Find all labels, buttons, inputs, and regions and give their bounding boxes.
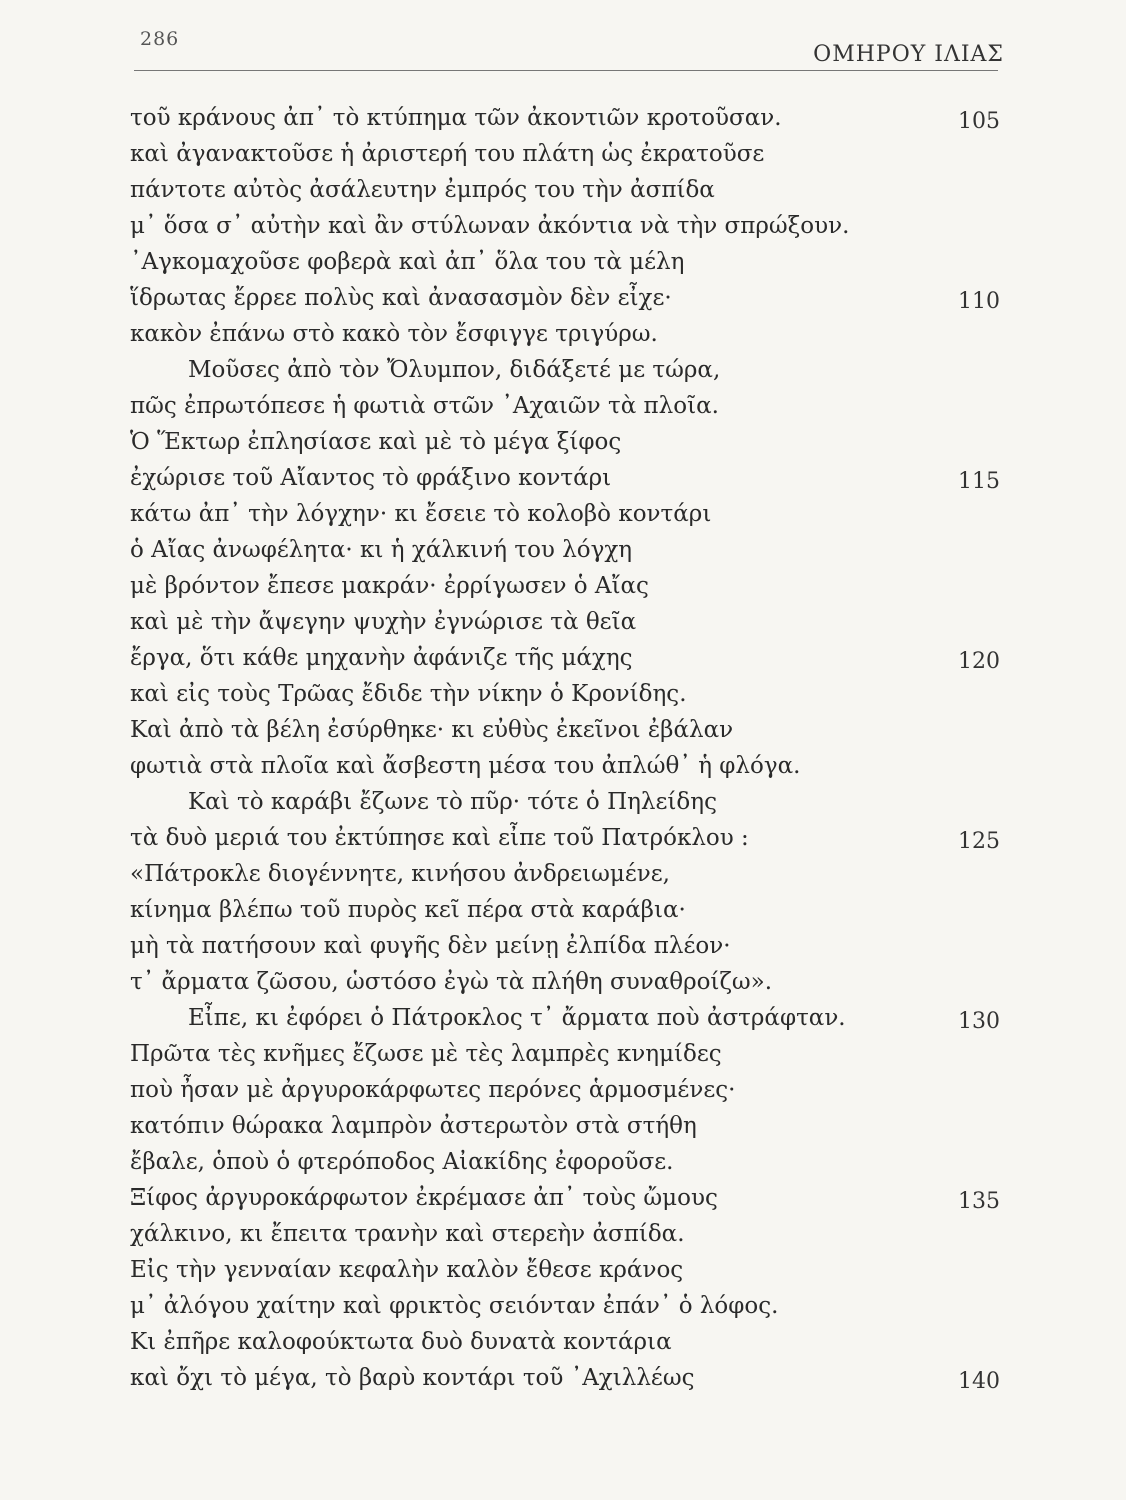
verse-line [130, 1108, 1000, 1144]
verse-text: τὰ δυὸ μεριά του ἐκτύπησε καὶ εἶπε τοῦ Πατρόκλου : [130, 825, 749, 851]
page-number: 286 [140, 28, 180, 50]
verse-text: Κι ἐπῆρε καλοφούκτωτα δυὸ δυνατὰ κοντάρια [130, 1329, 672, 1355]
line-number: 110 [958, 289, 1000, 314]
verse-line [130, 856, 1000, 892]
verse-text: καὶ εἰς τοὺς Τρῶας ἔδιδε τὴν νίκην ὁ Κρονίδης. [130, 681, 687, 707]
line-number: 130 [958, 1009, 1000, 1034]
verse-text: «Πάτροκλε διογέννητε, κινήσου ἀνδρειωμένε, [130, 861, 670, 887]
verse-line [130, 532, 1000, 568]
verse-line [130, 388, 1000, 424]
verse-line [130, 1288, 1000, 1324]
verse-line [130, 712, 1000, 748]
verse-line [130, 1000, 1000, 1036]
verse-text: τ᾽ ἄρματα ζῶσου, ὡστόσο ἐγὼ τὰ πλήθη συναθροίζω». [130, 969, 773, 995]
poem-text [130, 100, 1000, 1396]
verse-text: ᾽Αγκομαχοῦσε φοβερὰ καὶ ἀπ᾽ ὅλα του τὰ μέλη [130, 249, 685, 275]
verse-text: μ᾽ ἀλόγου χαίτην καὶ φρικτὸς σειόνταν ἐπάν᾽ ὁ λόφος. [130, 1293, 779, 1319]
verse-line [130, 1216, 1000, 1252]
verse-text: μὲ βρόντον ἔπεσε μακράν· ἐρρίγωσεν ὁ Αἴας [130, 573, 649, 599]
page-header [140, 20, 1004, 72]
line-number: 125 [958, 829, 1000, 854]
verse-text: καὶ μὲ τὴν ἄψεγην ψυχὴν ἐγνώρισε τὰ θεῖα [130, 609, 637, 635]
verse-line [130, 676, 1000, 712]
running-title: ΟΜΗΡΟΥ ΙΛΙΑΣ [813, 42, 1004, 67]
verse-text: κατόπιν θώρακα λαμπρὸν ἀστερωτὸν στὰ στήθη [130, 1113, 697, 1139]
verse-line [130, 1036, 1000, 1072]
verse-text: ἔβαλε, ὁποὺ ὁ φτερόποδος Αἰακίδης ἐφοροῦσε. [130, 1149, 674, 1175]
verse-line [130, 100, 1000, 136]
verse-line [130, 496, 1000, 532]
verse-text: Ξίφος ἀργυροκάρφωτον ἐκρέμασε ἀπ᾽ τοὺς ὤμους [130, 1185, 718, 1211]
verse-text: τοῦ κράνους ἀπ᾽ τὸ κτύπημα τῶν ἀκοντιῶν κροτοῦσαν. [130, 105, 782, 131]
verse-text: Πρῶτα τὲς κνῆμες ἔζωσε μὲ τὲς λαμπρὲς κνημίδες [130, 1041, 722, 1067]
verse-line [130, 244, 1000, 280]
verse-text: φωτιὰ στὰ πλοῖα καὶ ἄσβεστη μέσα του ἀπλώθ᾽ ἡ φλόγα. [130, 753, 801, 779]
verse-line [130, 784, 1000, 820]
verse-line [130, 604, 1000, 640]
verse-text: καὶ ὄχι τὸ μέγα, τὸ βαρὺ κοντάρι τοῦ ᾽Αχιλλέως [130, 1365, 695, 1391]
verse-line [130, 820, 1000, 856]
verse-line [130, 1072, 1000, 1108]
verse-text: ἐχώρισε τοῦ Αἴαντος τὸ φράξινο κοντάρι [130, 465, 612, 491]
verse-line [130, 1252, 1000, 1288]
line-number: 135 [958, 1189, 1000, 1214]
line-number: 105 [958, 109, 1000, 134]
verse-text: μὴ τὰ πατήσουν καὶ φυγῆς δὲν μείνῃ ἐλπίδα πλέον· [130, 933, 731, 959]
verse-line [130, 352, 1000, 388]
verse-text: κίνημα βλέπω τοῦ πυρὸς κεῖ πέρα στὰ καράβια· [130, 897, 686, 923]
line-number: 120 [958, 649, 1000, 674]
verse-line [130, 1324, 1000, 1360]
verse-text: κακὸν ἐπάνω στὸ κακὸ τὸν ἔσφιγγε τριγύρω. [130, 321, 658, 347]
verse-text: πῶς ἐπρωτόπεσε ἡ φωτιὰ στῶν ᾽Αχαιῶν τὰ πλοῖα. [130, 393, 719, 419]
verse-text: Καὶ ἀπὸ τὰ βέλη ἐσύρθηκε· κι εὐθὺς ἐκεῖνοι ἐβάλαν [130, 717, 734, 743]
line-number: 140 [958, 1369, 1000, 1394]
verse-text: ἵδρωτας ἔρρεε πολὺς καὶ ἀνασασμὸν δὲν εἶχε· [130, 285, 672, 311]
verse-text: ὁ Αἴας ἀνωφέλητα· κι ἡ χάλκινή του λόγχη [130, 537, 633, 563]
verse-line [130, 424, 1000, 460]
verse-text: Καὶ τὸ καράβι ἔζωνε τὸ πῦρ· τότε ὁ Πηλείδης [188, 789, 717, 815]
verse-line [130, 748, 1000, 784]
verse-text: καὶ ἀγανακτοῦσε ἡ ἀριστερή του πλάτη ὡς ἐκρατοῦσε [130, 141, 765, 167]
verse-line [130, 208, 1000, 244]
verse-line [130, 280, 1000, 316]
verse-text: Εἰς τὴν γενναίαν κεφαλὴν καλὸν ἔθεσε κράνος [130, 1257, 684, 1283]
verse-line [130, 964, 1000, 1000]
verse-line [130, 1144, 1000, 1180]
verse-line [130, 1360, 1000, 1396]
verse-line [130, 172, 1000, 208]
verse-line [130, 136, 1000, 172]
verse-text: μ᾽ ὅσα σ᾽ αὐτὴν καὶ ἂν στύλωναν ἀκόντια νὰ τὴν σπρώξουν. [130, 213, 850, 239]
verse-text: Ὁ Ἕκτωρ ἐπλησίασε καὶ μὲ τὸ μέγα ξίφος [130, 429, 622, 455]
verse-text: ποὺ ἦσαν μὲ ἀργυροκάρφωτες περόνες ἁρμοσμένες· [130, 1077, 736, 1103]
header-rule [134, 70, 998, 71]
verse-line [130, 928, 1000, 964]
verse-text: πάντοτε αὐτὸς ἀσάλευτην ἐμπρός του τὴν ἀσπίδα [130, 177, 715, 203]
verse-line [130, 568, 1000, 604]
verse-line [130, 1180, 1000, 1216]
verse-line [130, 892, 1000, 928]
verse-line [130, 316, 1000, 352]
verse-line [130, 640, 1000, 676]
verse-text: κάτω ἀπ᾽ τὴν λόγχην· κι ἔσειε τὸ κολοβὸ κοντάρι [130, 501, 712, 527]
verse-text: Εἶπε, κι ἐφόρει ὁ Πάτροκλος τ᾽ ἄρματα ποὺ ἀστράφταν. [188, 1005, 846, 1031]
verse-text: χάλκινο, κι ἔπειτα τρανὴν καὶ στερεὴν ἀσπίδα. [130, 1221, 685, 1247]
verse-line [130, 460, 1000, 496]
line-number: 115 [958, 469, 1000, 494]
verse-text: ἔργα, ὅτι κάθε μηχανὴν ἀφάνιζε τῆς μάχης [130, 645, 633, 671]
verse-text: Μοῦσες ἀπὸ τὸν Ὄλυμπον, διδάξετέ με τώρα, [188, 357, 721, 383]
